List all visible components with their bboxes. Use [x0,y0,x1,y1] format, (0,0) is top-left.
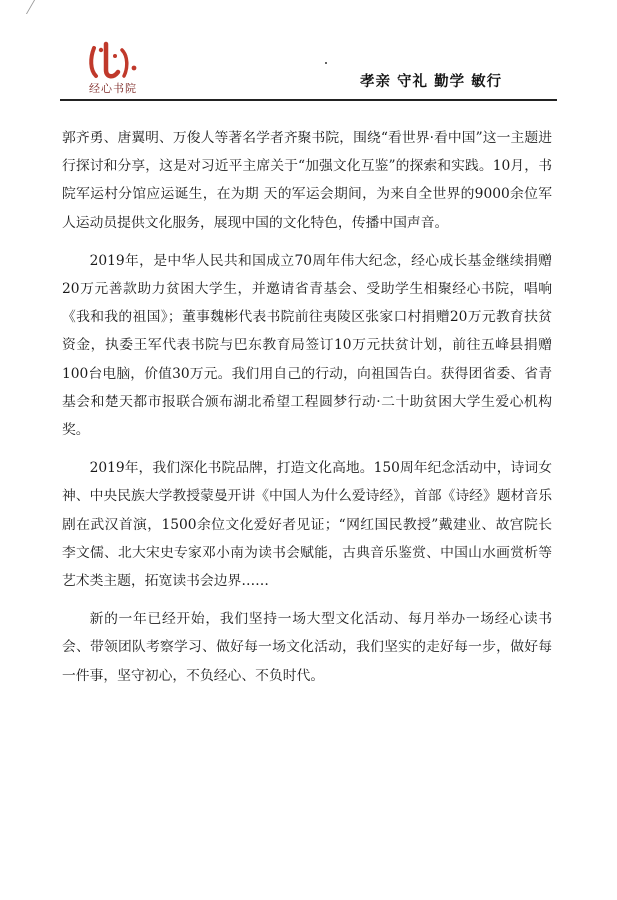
school-logo [78,40,148,102]
logo-text: 经心书院 [89,82,137,95]
paragraph-3: 2019年，我们深化书院品牌，打造文化高地。150周年纪念活动中，诗词女神、中央民族大学教授蒙曼开讲《中国人为什么爱诗经》，首部《诗经》题材音乐剧在武汉首演，1500余位文化爱好者见证；“网红国民教授”戴建业、故宫院长李文儒、北大宋史专家邓小南为读书会赋能，古典音乐鉴赏、中国山水画赏析等艺术类主题，拓宽读书会边界…… [62,460,552,590]
logo-mark-icon [84,40,142,82]
school-motto: 孝亲 守礼 勤学 敏行 [360,74,503,90]
header-rule [60,99,557,101]
body-text [62,124,552,700]
paragraph-4: 新的一年已经开始，我们坚持一场大型文化活动、每月举办一场经心读书会、带领团队考察学习、做好每一场文化活动，我们坚实的走好每一步，做好每一件事，坚守初心，不负经心、不负时代。 [62,611,552,684]
scan-edge-mark [26,0,53,14]
paragraph-2: 2019年，是中华人民共和国成立70周年伟大纪念，经心成长基金继续捐赠20万元善款助力贫困大学生，并邀请省青基会、受助学生相聚经心书院，唱响《我和我的祖国》；董事魏彬代表书院前往夷陵区张家口村捐赠20万元教育扶贫资金，执委王军代表书院与巴东教育局签订10万元扶贫计划，前往五峰县捐赠100台电脑，价值30万元。我们用自己的行动，向祖国告白。获得团省委、省青基会和楚天都市报联合颁布湖北希望工程圆梦行动·二十助贫困大学生爱心机构奖。 [62,252,552,439]
paragraph-1: 郭齐勇、唐翼明、万俊人等著名学者齐聚书院，围绕“看世界·看中国”这一主题进行探讨和分享，这是对习近平主席关于“加强文化互鉴”的探索和实践。10月，书院军运村分馆应运诞生，在为期 天的军运会期间，为来自全世界的9000余位军人运动员提供文化服务，展现中国的文化特色，传播中国声音。 [62,130,552,231]
scan-dot [325,62,327,64]
